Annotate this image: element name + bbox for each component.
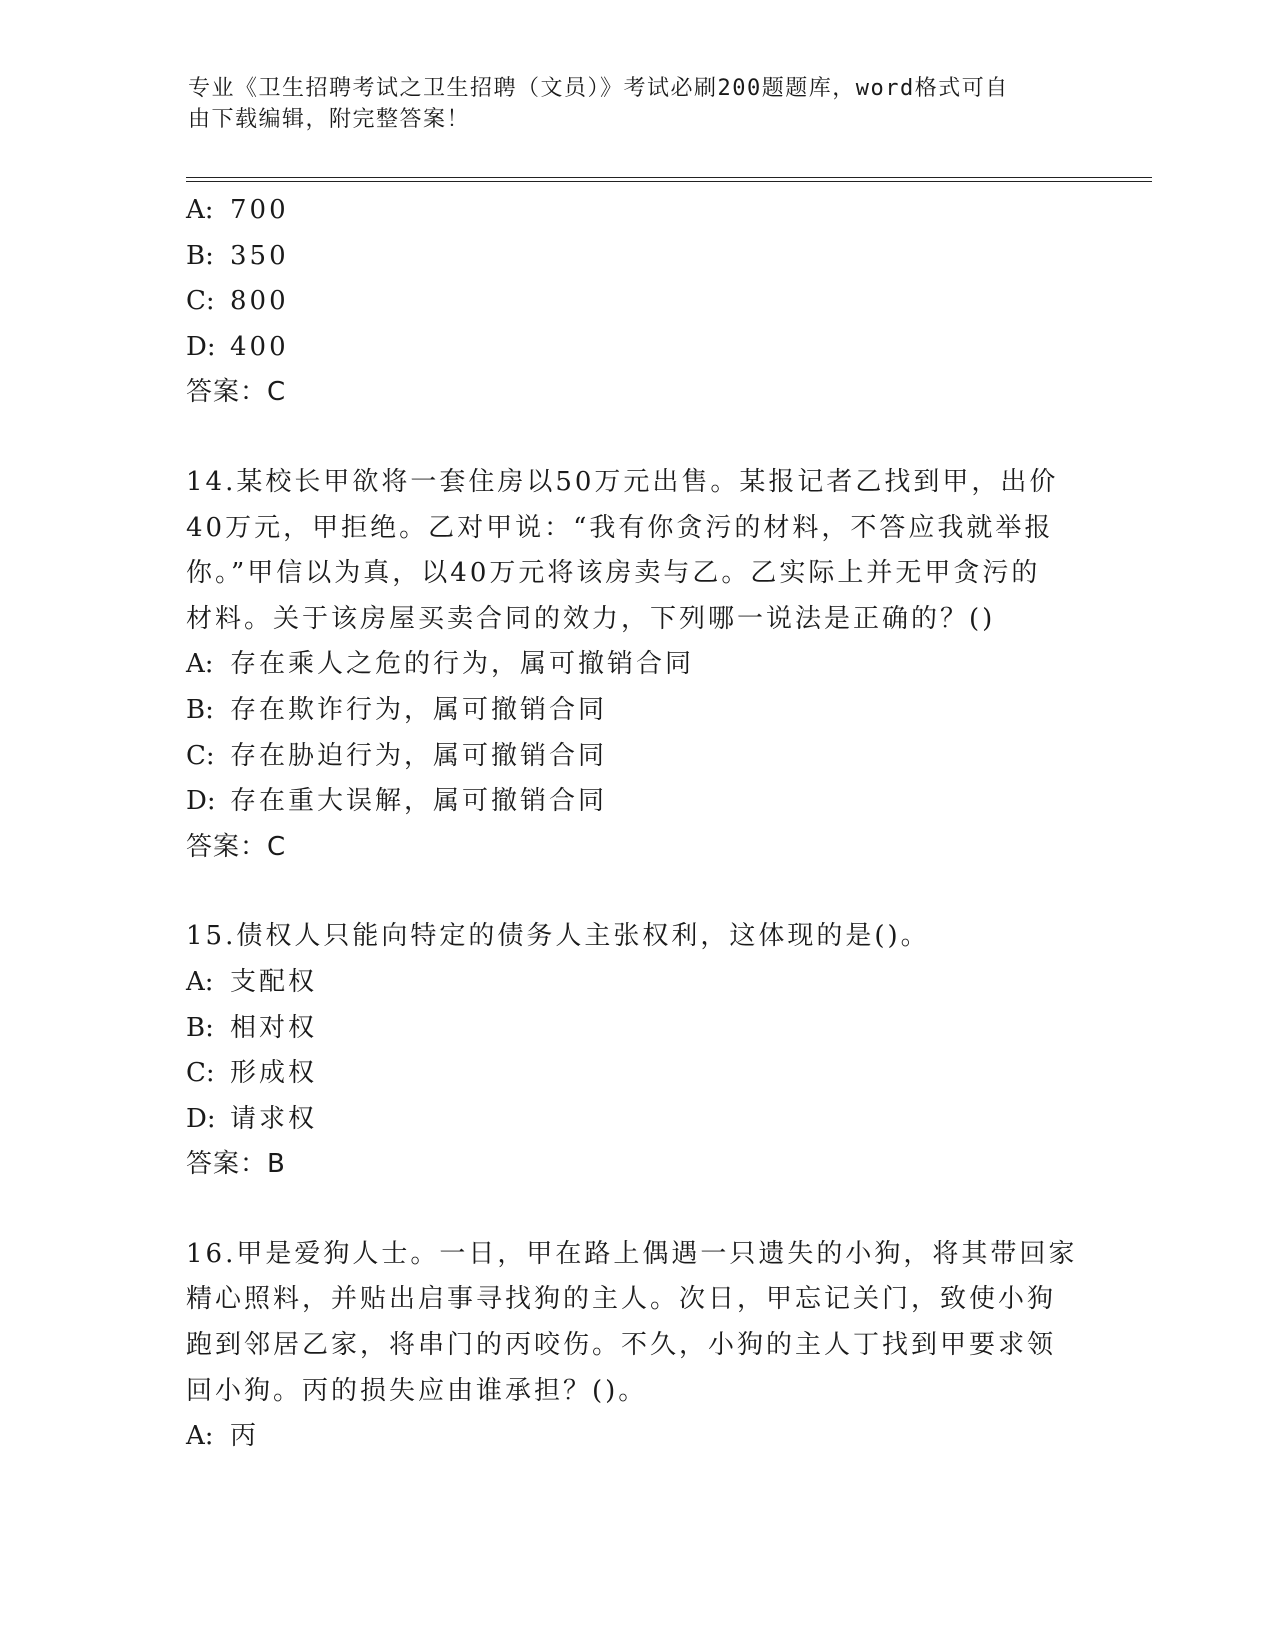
option-text: 400 [230,331,289,362]
stem-line: 精心照料，并贴出启事寻找狗的主人。次日，甲忘记关门，致使小狗 [186,1284,1057,1315]
option-b [186,688,1086,734]
question-14 [186,460,1086,870]
header-line-2: 由下载编辑，附完整答案！ [188,107,471,132]
option-c [186,734,1086,780]
header-divider-top [186,177,1152,178]
option-letter: B: [186,1012,214,1043]
stem-line: 材料。关于该房屋买卖合同的效力，下列哪一说法是正确的？() [186,603,996,634]
option-text: 丙 [230,1421,260,1452]
option-letter: C: [186,740,215,771]
question-stem [186,460,1086,642]
option-text: 支配权 [230,966,318,997]
option-c [186,1051,1086,1097]
option-letter: C: [186,286,215,317]
option-d [186,779,1086,825]
option-text: 请求权 [230,1103,318,1134]
spacer [186,1188,1086,1232]
option-text: 350 [230,240,289,271]
option-text: 800 [230,286,289,317]
header-line-1: 专业《卫生招聘考试之卫生招聘（文员）》考试必刷200题题库，word格式可自 [188,76,1009,101]
answer-line: 答案：C [186,377,287,408]
option-letter: B: [186,240,214,271]
answer-line: 答案：B [186,1149,286,1180]
answer-line: 答案：C [186,831,287,862]
document-header [188,73,1068,135]
stem-line: 40万元，甲拒绝。乙对甲说：“我有你贪污的材料，不答应我就举报 [186,512,1054,543]
option-letter: D: [186,786,216,817]
option-a [186,642,1086,688]
spacer [186,416,1086,460]
option-letter: C: [186,1058,215,1089]
stem-line: 14.某校长甲欲将一套住房以50万元出售。某报记者乙找到甲，出价 [186,466,1059,497]
option-text: 相对权 [230,1012,318,1043]
option-letter: A: [186,649,214,680]
option-letter: A: [186,1421,214,1452]
option-text: 存在乘人之危的行为，属可撤销合同 [230,649,695,680]
stem-line: 你。”甲信以为真，以40万元将该房卖与乙。乙实际上并无甲贪污的 [186,558,1041,589]
option-text: 存在欺诈行为，属可撤销合同 [230,694,608,725]
option-d [186,1097,1086,1143]
spacer [186,870,1086,914]
question-stem [186,914,1086,960]
option-a [186,188,1086,234]
question-16 [186,1232,1086,1460]
option-text: 形成权 [230,1058,318,1089]
header-divider-bottom [186,181,1152,182]
stem-line: 16.甲是爱狗人士。一日，甲在路上偶遇一只遗失的小狗，将其带回家 [186,1238,1078,1269]
option-text: 存在重大误解，属可撤销合同 [230,786,608,817]
question-list [186,188,1086,1460]
option-letter: B: [186,694,214,725]
option-a [186,1414,1086,1460]
option-text: 700 [230,195,289,225]
option-text: 存在胁迫行为，属可撤销合同 [230,740,608,771]
option-letter: A: [186,195,214,225]
option-letter: D: [186,331,216,362]
option-letter: A: [186,966,214,997]
question-15 [186,914,1086,1188]
stem-line: 跑到邻居乙家，将串门的丙咬伤。不久，小狗的主人丁找到甲要求领 [186,1330,1057,1361]
option-letter: D: [186,1103,216,1134]
option-b [186,234,1086,280]
stem-line: 回小狗。丙的损失应由谁承担？()。 [186,1375,648,1406]
question-13 [186,188,1086,416]
option-b [186,1006,1086,1052]
option-a [186,960,1086,1006]
question-stem [186,1232,1086,1414]
stem-line: 15.债权人只能向特定的债务人主张权利，这体现的是()。 [186,921,930,952]
option-d [186,325,1086,371]
option-c [186,279,1086,325]
